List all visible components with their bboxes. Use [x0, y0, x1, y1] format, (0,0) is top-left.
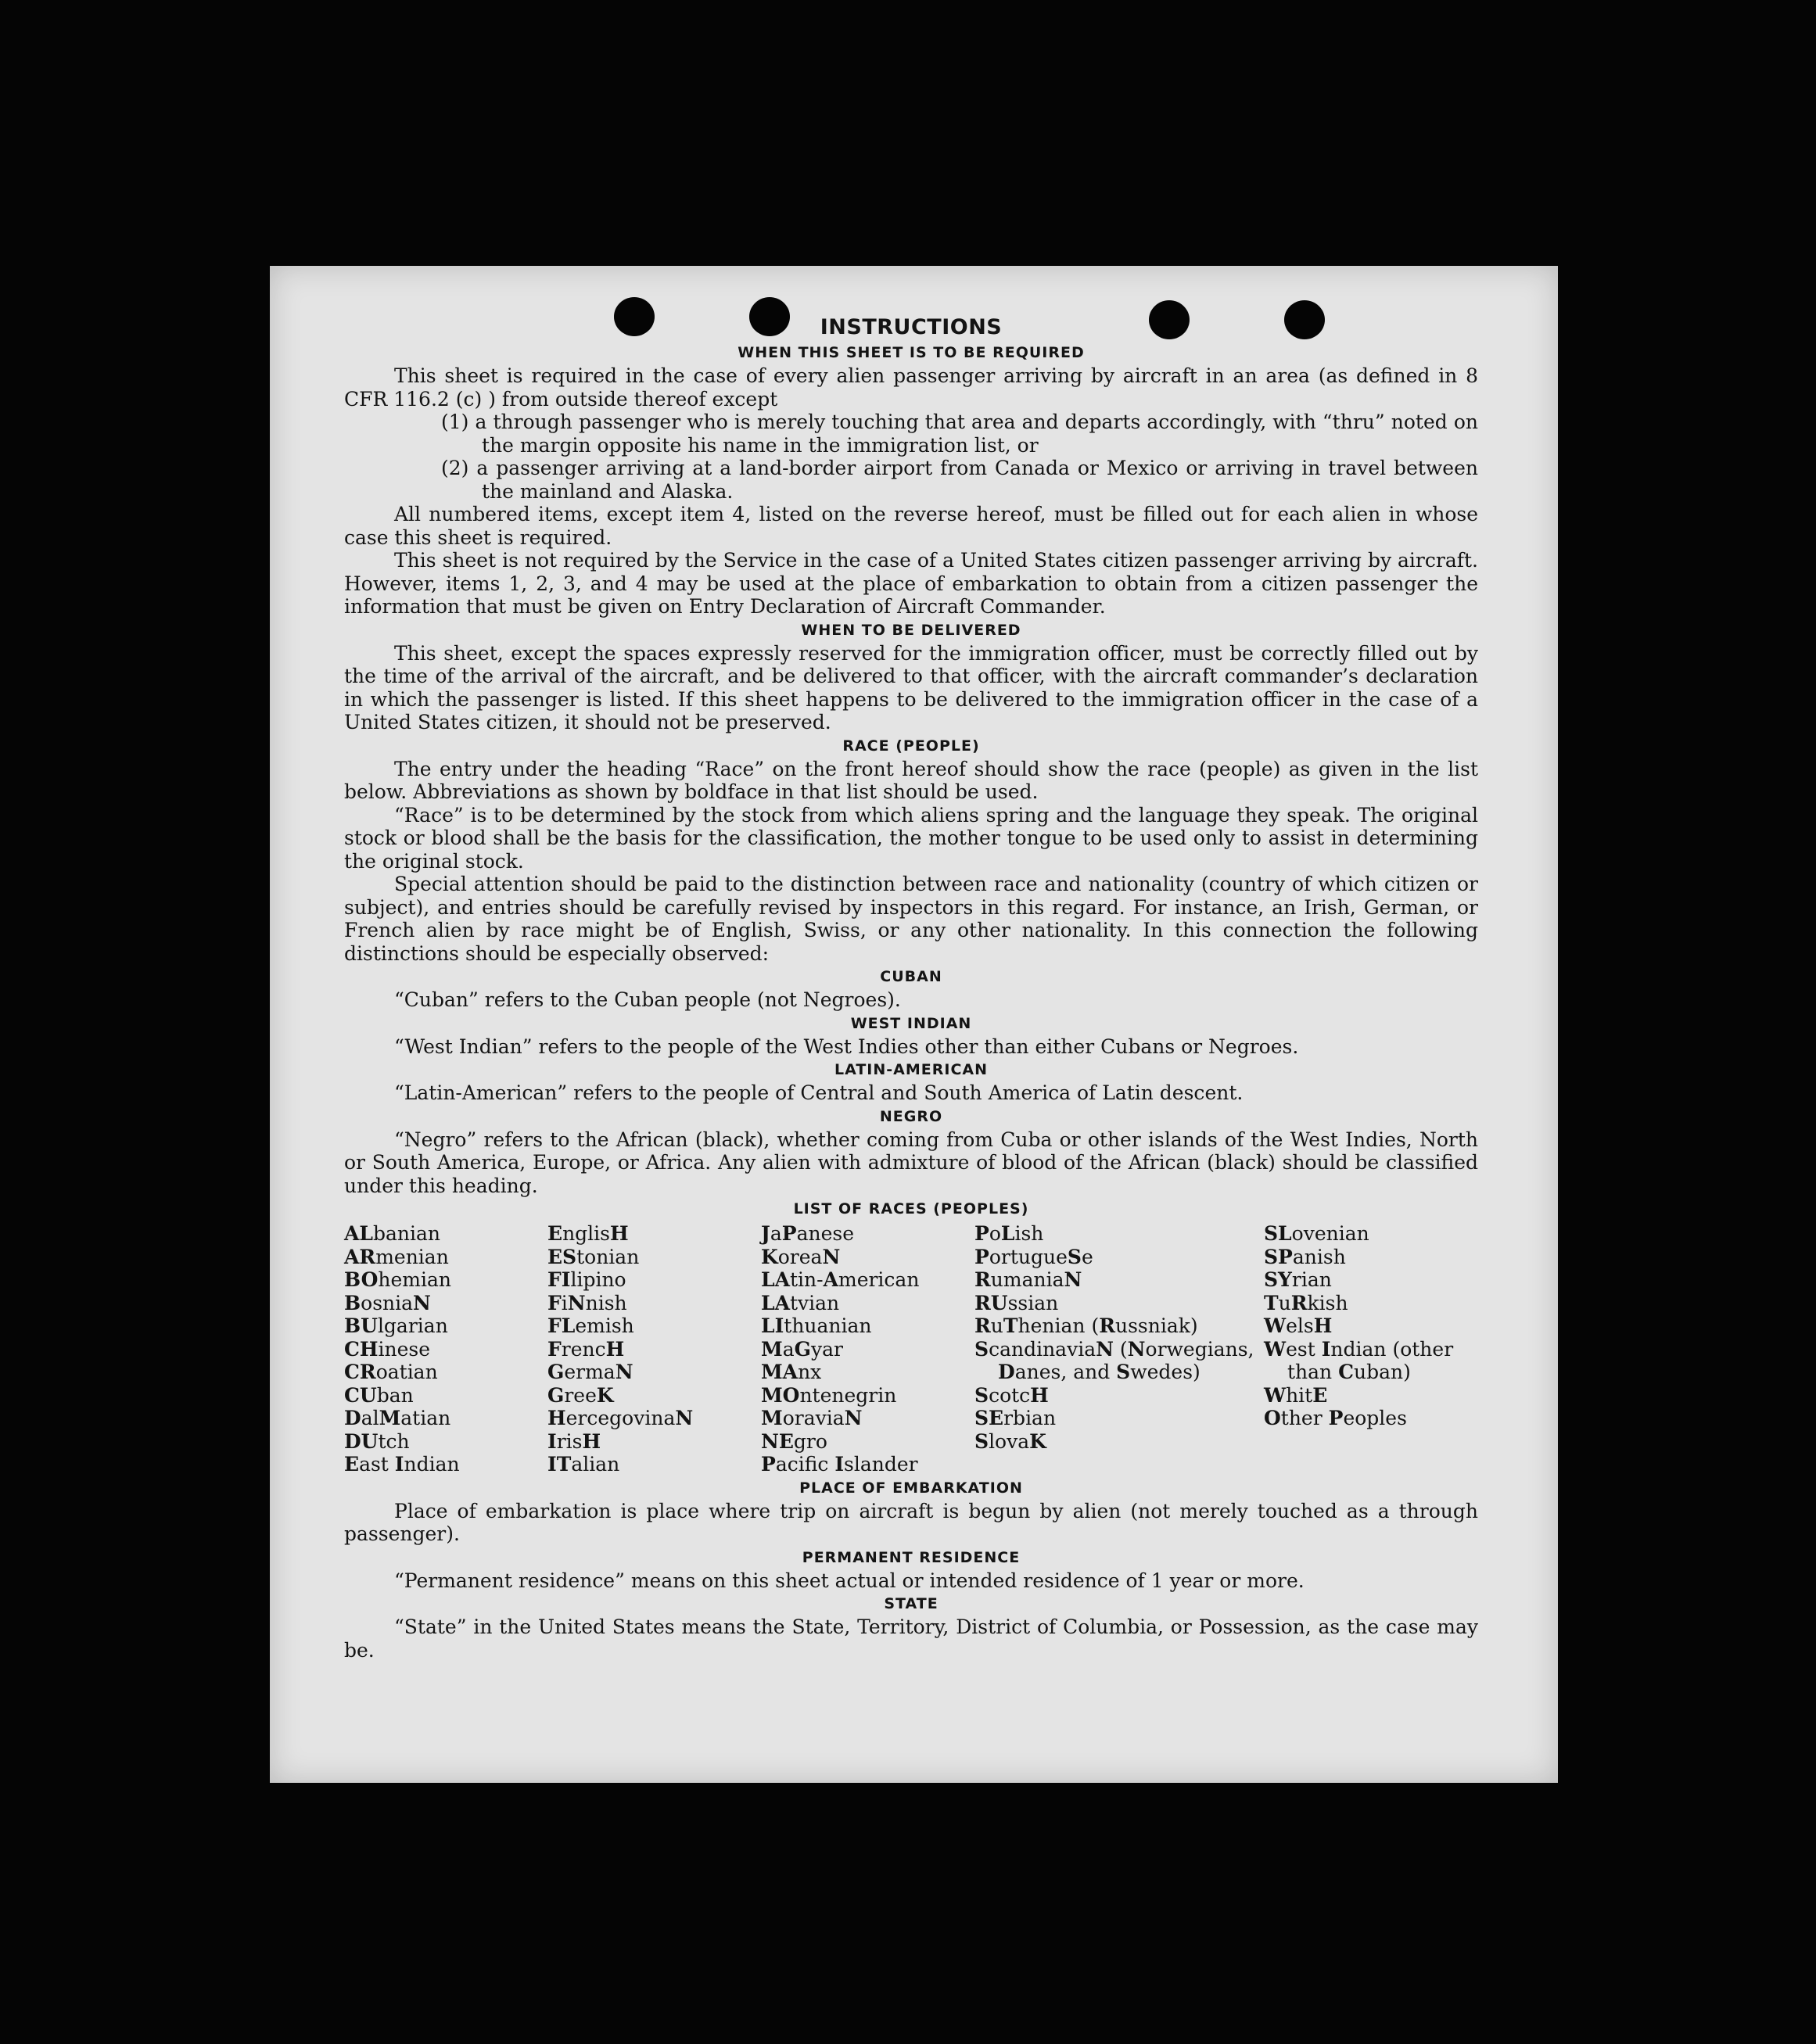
heading-negro: NEGRO: [879, 1107, 943, 1125]
heading-list-of-races: LIST OF RACES (PEOPLES): [793, 1200, 1029, 1217]
races-column: [761, 1222, 974, 1476]
paragraph: The entry under the heading “Race” on the front hereof should show the race (people) as given in the list below. Abbreviations as shown by boldface in that list should be used.: [344, 757, 1478, 803]
race-item: SPanish: [1264, 1245, 1346, 1268]
race-item: ScotcH: [974, 1383, 1049, 1407]
race-item: RuThenian (Russniak): [974, 1314, 1198, 1337]
race-item: HercegovinaN: [547, 1407, 694, 1429]
race-item: GermaN: [547, 1361, 633, 1383]
race-item: DUtch: [344, 1429, 410, 1453]
race-item: ITalian: [547, 1453, 620, 1476]
race-item: LAtvian: [761, 1291, 840, 1314]
race-item: PoLish: [974, 1222, 1044, 1245]
race-item: GreeK: [547, 1383, 614, 1407]
race-item: Pacific Islander: [761, 1453, 918, 1476]
heading-when-delivered: WHEN TO BE DELIVERED: [801, 621, 1021, 639]
paragraph: “Negro” refers to the African (black), whether coming from Cuba or other islands of the West Indies, North or South America, Europe, or Africa. Any alien with admixture of blood of the African (black) should be classified under this heading.: [344, 1128, 1478, 1197]
heading-west-indian: WEST INDIAN: [850, 1014, 972, 1032]
races-column: [547, 1222, 761, 1476]
race-item: FrencH: [547, 1337, 625, 1361]
race-item: NEgro: [761, 1429, 827, 1453]
race-item: WhitE: [1264, 1383, 1328, 1407]
paragraph: Place of embarkation is place where trip on aircraft is begun by alien (not merely touched as a through passenger).: [344, 1499, 1478, 1545]
race-item: ARmenian: [344, 1245, 449, 1268]
race-item: SLovenian: [1264, 1222, 1369, 1245]
paragraph: This sheet is required in the case of every alien passenger arriving by aircraft in an area (as defined in 8 CFR 116.2 (c) ) from outside thereof except: [344, 364, 1478, 411]
heading-permanent-residence: PERMANENT RESIDENCE: [802, 1548, 1021, 1566]
race-item: WelsH: [1264, 1314, 1333, 1337]
race-item: RUssian: [974, 1291, 1059, 1314]
race-item: RumaniaN: [974, 1268, 1082, 1291]
race-item: MoraviaN: [761, 1407, 863, 1429]
race-item: SlovaK: [974, 1429, 1046, 1453]
race-item: ScandinaviaN (Norwegians, Danes, and Swedes): [974, 1337, 1254, 1383]
heading-embarkation: PLACE OF EMBARKATION: [799, 1479, 1023, 1497]
race-item: East Indian: [344, 1453, 460, 1476]
race-item: EStonian: [547, 1245, 640, 1268]
page-title: INSTRUCTIONS: [820, 315, 1003, 339]
race-item: MaGyar: [761, 1337, 843, 1361]
races-column: [974, 1222, 1264, 1476]
race-item: DalMatian: [344, 1407, 451, 1429]
race-item: ALbanian: [344, 1222, 440, 1245]
races-column: [1264, 1222, 1478, 1476]
race-item: Other Peoples: [1264, 1407, 1407, 1429]
race-item: SErbian: [974, 1407, 1057, 1429]
paragraph: “State” in the United States means the State, Territory, District of Columbia, or Possession, as the case may be.: [344, 1615, 1478, 1662]
heading-state: STATE: [884, 1595, 939, 1612]
race-item: BUlgarian: [344, 1314, 448, 1337]
race-item: BosniaN: [344, 1291, 431, 1314]
list-item: (1) a through passenger who is merely touching that area and departs accordingly, with “thru” noted on the margin opposite his name in the immigration list, or: [441, 411, 1478, 457]
race-item: CRoatian: [344, 1361, 438, 1383]
heading-latin-american: LATIN-AMERICAN: [834, 1061, 988, 1078]
race-item: LIthuanian: [761, 1314, 872, 1337]
document-sheet: [270, 266, 1558, 1783]
race-item: FiNnish: [547, 1291, 627, 1314]
race-item: TuRkish: [1264, 1291, 1348, 1314]
heading-when-required: WHEN THIS SHEET IS TO BE REQUIRED: [738, 344, 1085, 361]
race-item: CUban: [344, 1383, 414, 1407]
races-column: [344, 1222, 547, 1476]
instructions-content: [344, 314, 1478, 1662]
race-item: BOhemian: [344, 1268, 451, 1291]
race-item: LAtin-American: [761, 1268, 920, 1291]
race-item: PortugueSe: [974, 1245, 1093, 1268]
race-item: EnglisH: [547, 1222, 629, 1245]
race-item: SYrian: [1264, 1268, 1332, 1291]
paragraph: All numbered items, except item 4, listed on the reverse hereof, must be filled out for each alien in whose case this sheet is required.: [344, 503, 1478, 549]
race-item: IrisH: [547, 1429, 601, 1453]
heading-cuban: CUBAN: [880, 968, 942, 985]
race-item: MOntenegrin: [761, 1383, 897, 1407]
race-item: FLemish: [547, 1314, 634, 1337]
paragraph: “Cuban” refers to the Cuban people (not Negroes).: [394, 988, 901, 1011]
list-item: (2) a passenger arriving at a land-border airport from Canada or Mexico or arriving in travel between the mainland and Alaska.: [441, 457, 1478, 503]
paragraph: Special attention should be paid to the distinction between race and nationality (country of which citizen or subject), and entries should be carefully revised by inspectors in this regard. For instance, an Irish, German, or French alien by race might be of English, Swiss, or any other nationality. In this connection the following distinctions should be especially observed:: [344, 873, 1478, 965]
race-item: CHinese: [344, 1337, 431, 1361]
heading-race: RACE (PEOPLE): [842, 737, 980, 755]
paragraph: This sheet, except the spaces expressly reserved for the immigration officer, must be correctly filled out by the time of the arrival of the aircraft, and be delivered to that officer, with the aircraft commander’s declaration in which the passenger is listed. If this sheet happens to be delivered to the immigration officer in the case of a United States citizen, it should not be preserved.: [344, 641, 1478, 733]
paragraph: “West Indian” refers to the people of the West Indies other than either Cubans or Negroes.: [394, 1035, 1299, 1058]
race-item: FIlipino: [547, 1268, 626, 1291]
race-item: MAnx: [761, 1361, 822, 1383]
paragraph: This sheet is not required by the Service in the case of a United States citizen passenger arriving by aircraft. However, items 1, 2, 3, and 4 may be used at the place of embarkation to obtain from a citizen passenger the information that must be given on Entry Declaration of Aircraft Commander.: [344, 549, 1478, 618]
race-item: West Indian (other than Cuban): [1264, 1337, 1454, 1383]
paragraph: “Race” is to be determined by the stock from which aliens spring and the language they speak. The original stock or blood shall be the basis for the classification, the mother tongue to be used only to assist in determining the original stock.: [344, 803, 1478, 873]
race-item: KoreaN: [761, 1245, 841, 1268]
race-item: JaPanese: [761, 1222, 854, 1245]
paragraph: “Permanent residence” means on this sheet actual or intended residence of 1 year or more.: [394, 1569, 1305, 1592]
paragraph: “Latin-American” refers to the people of Central and South America of Latin descent.: [394, 1081, 1244, 1104]
races-table: [344, 1222, 1478, 1476]
